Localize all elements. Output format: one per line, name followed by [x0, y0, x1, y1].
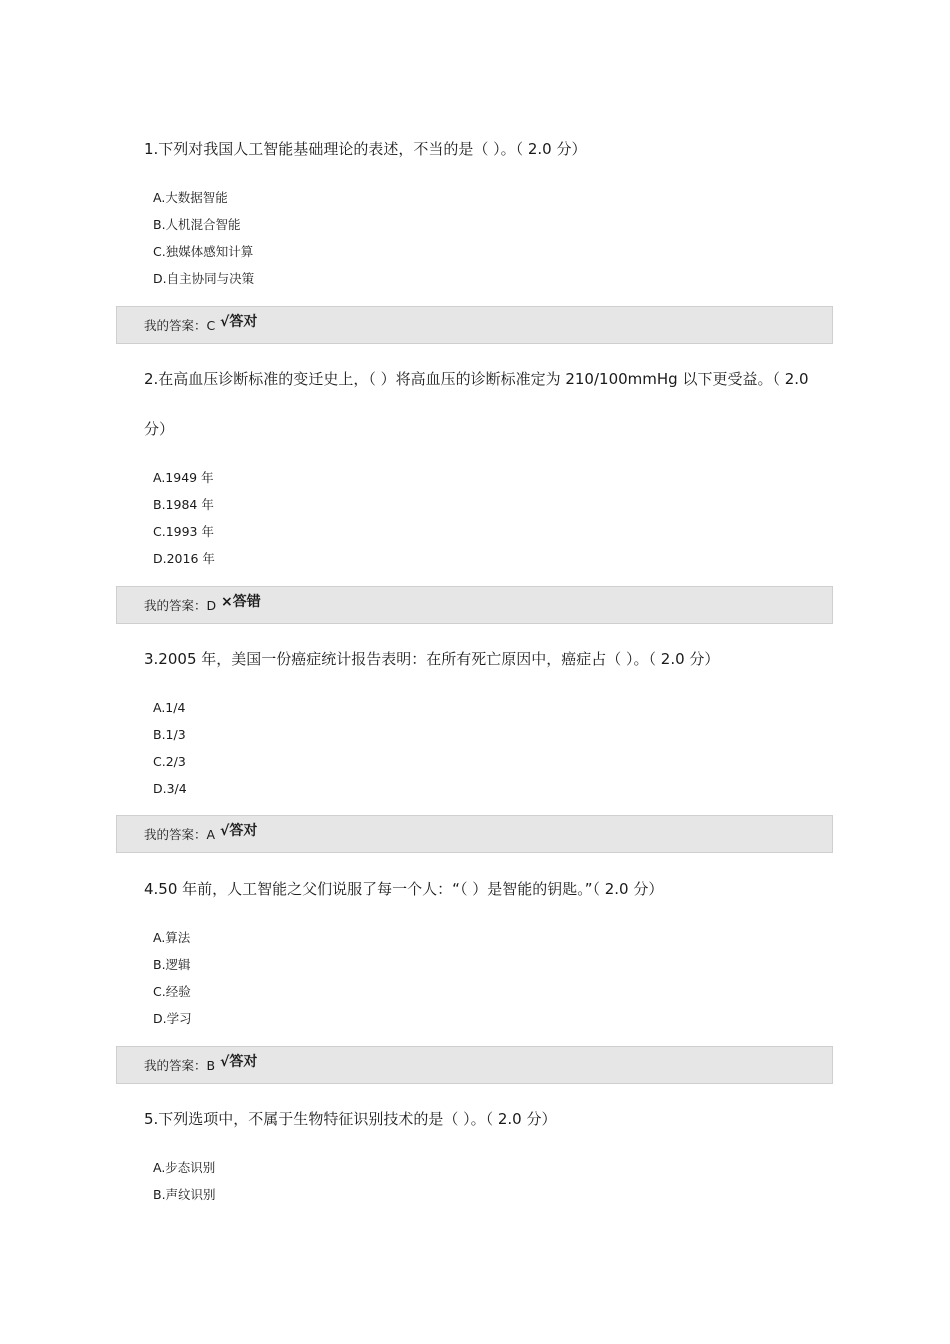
question-2-answer-bar: [116, 586, 833, 624]
question-3-option-b: B.1/3: [153, 727, 186, 742]
question-5-title: 5.下列选项中，不属于生物特征识别技术的是（ ）。（ 2.0 分）: [144, 1110, 557, 1128]
question-2-answer-label: 我的答案：D: [144, 598, 217, 613]
question-4-option-b: B.逻辑: [153, 957, 191, 972]
question-4-answer-label: 我的答案：B: [144, 1058, 216, 1073]
question-5-option-a: A.步态识别: [153, 1160, 216, 1175]
question-3-answer-bar: [116, 815, 833, 853]
question-3-answer-label: 我的答案：A: [144, 827, 216, 842]
question-3-option-a: A.1/4: [153, 700, 186, 715]
question-3-option-c: C.2/3: [153, 754, 186, 769]
question-2-option-c: C.1993 年: [153, 524, 214, 539]
question-1-answer-bar: [116, 306, 833, 344]
question-4-title: 4.50 年前，人工智能之父们说服了每一个人：“（ ）是智能的钥匙。”（ 2.0 分）: [144, 880, 664, 898]
question-4-option-c: C.经验: [153, 984, 191, 999]
question-1-answer-label: 我的答案：C: [144, 318, 216, 333]
question-2-option-a: A.1949 年: [153, 470, 214, 485]
question-1-title: 1.下列对我国人工智能基础理论的表述，不当的是（ ）。（ 2.0 分）: [144, 140, 587, 158]
question-5-option-b: B.声纹识别: [153, 1187, 216, 1202]
question-2-title: 2.在高血压诊断标准的变迁史上，（ ）将高血压的诊断标准定为 210/100mmHg 以下更受益。（ 2.0 分）: [144, 370, 809, 438]
question-2-option-d: D.2016 年: [153, 551, 215, 566]
question-4-answer-result: √答对: [220, 1054, 258, 1070]
question-3-option-d: D.3/4: [153, 781, 187, 796]
question-1-answer-result: √答对: [220, 314, 258, 330]
question-2-option-b: B.1984 年: [153, 497, 214, 512]
question-4-answer-bar: [116, 1046, 833, 1084]
question-4-option-a: A.算法: [153, 930, 191, 945]
question-1-option-b: B.人机混合智能: [153, 217, 241, 232]
question-4-option-d: D.学习: [153, 1011, 192, 1026]
question-1-option-c: C.独媒体感知计算: [153, 244, 254, 259]
question-1-option-a: A.大数据智能: [153, 190, 228, 205]
question-1-option-d: D.自主协同与决策: [153, 271, 255, 286]
question-3-answer-result: √答对: [220, 823, 258, 839]
question-2-answer-result: ×答错: [221, 594, 261, 610]
question-3-title: 3.2005 年，美国一份癌症统计报告表明：在所有死亡原因中，癌症占（ ）。（ 2.0 分）: [144, 650, 720, 668]
